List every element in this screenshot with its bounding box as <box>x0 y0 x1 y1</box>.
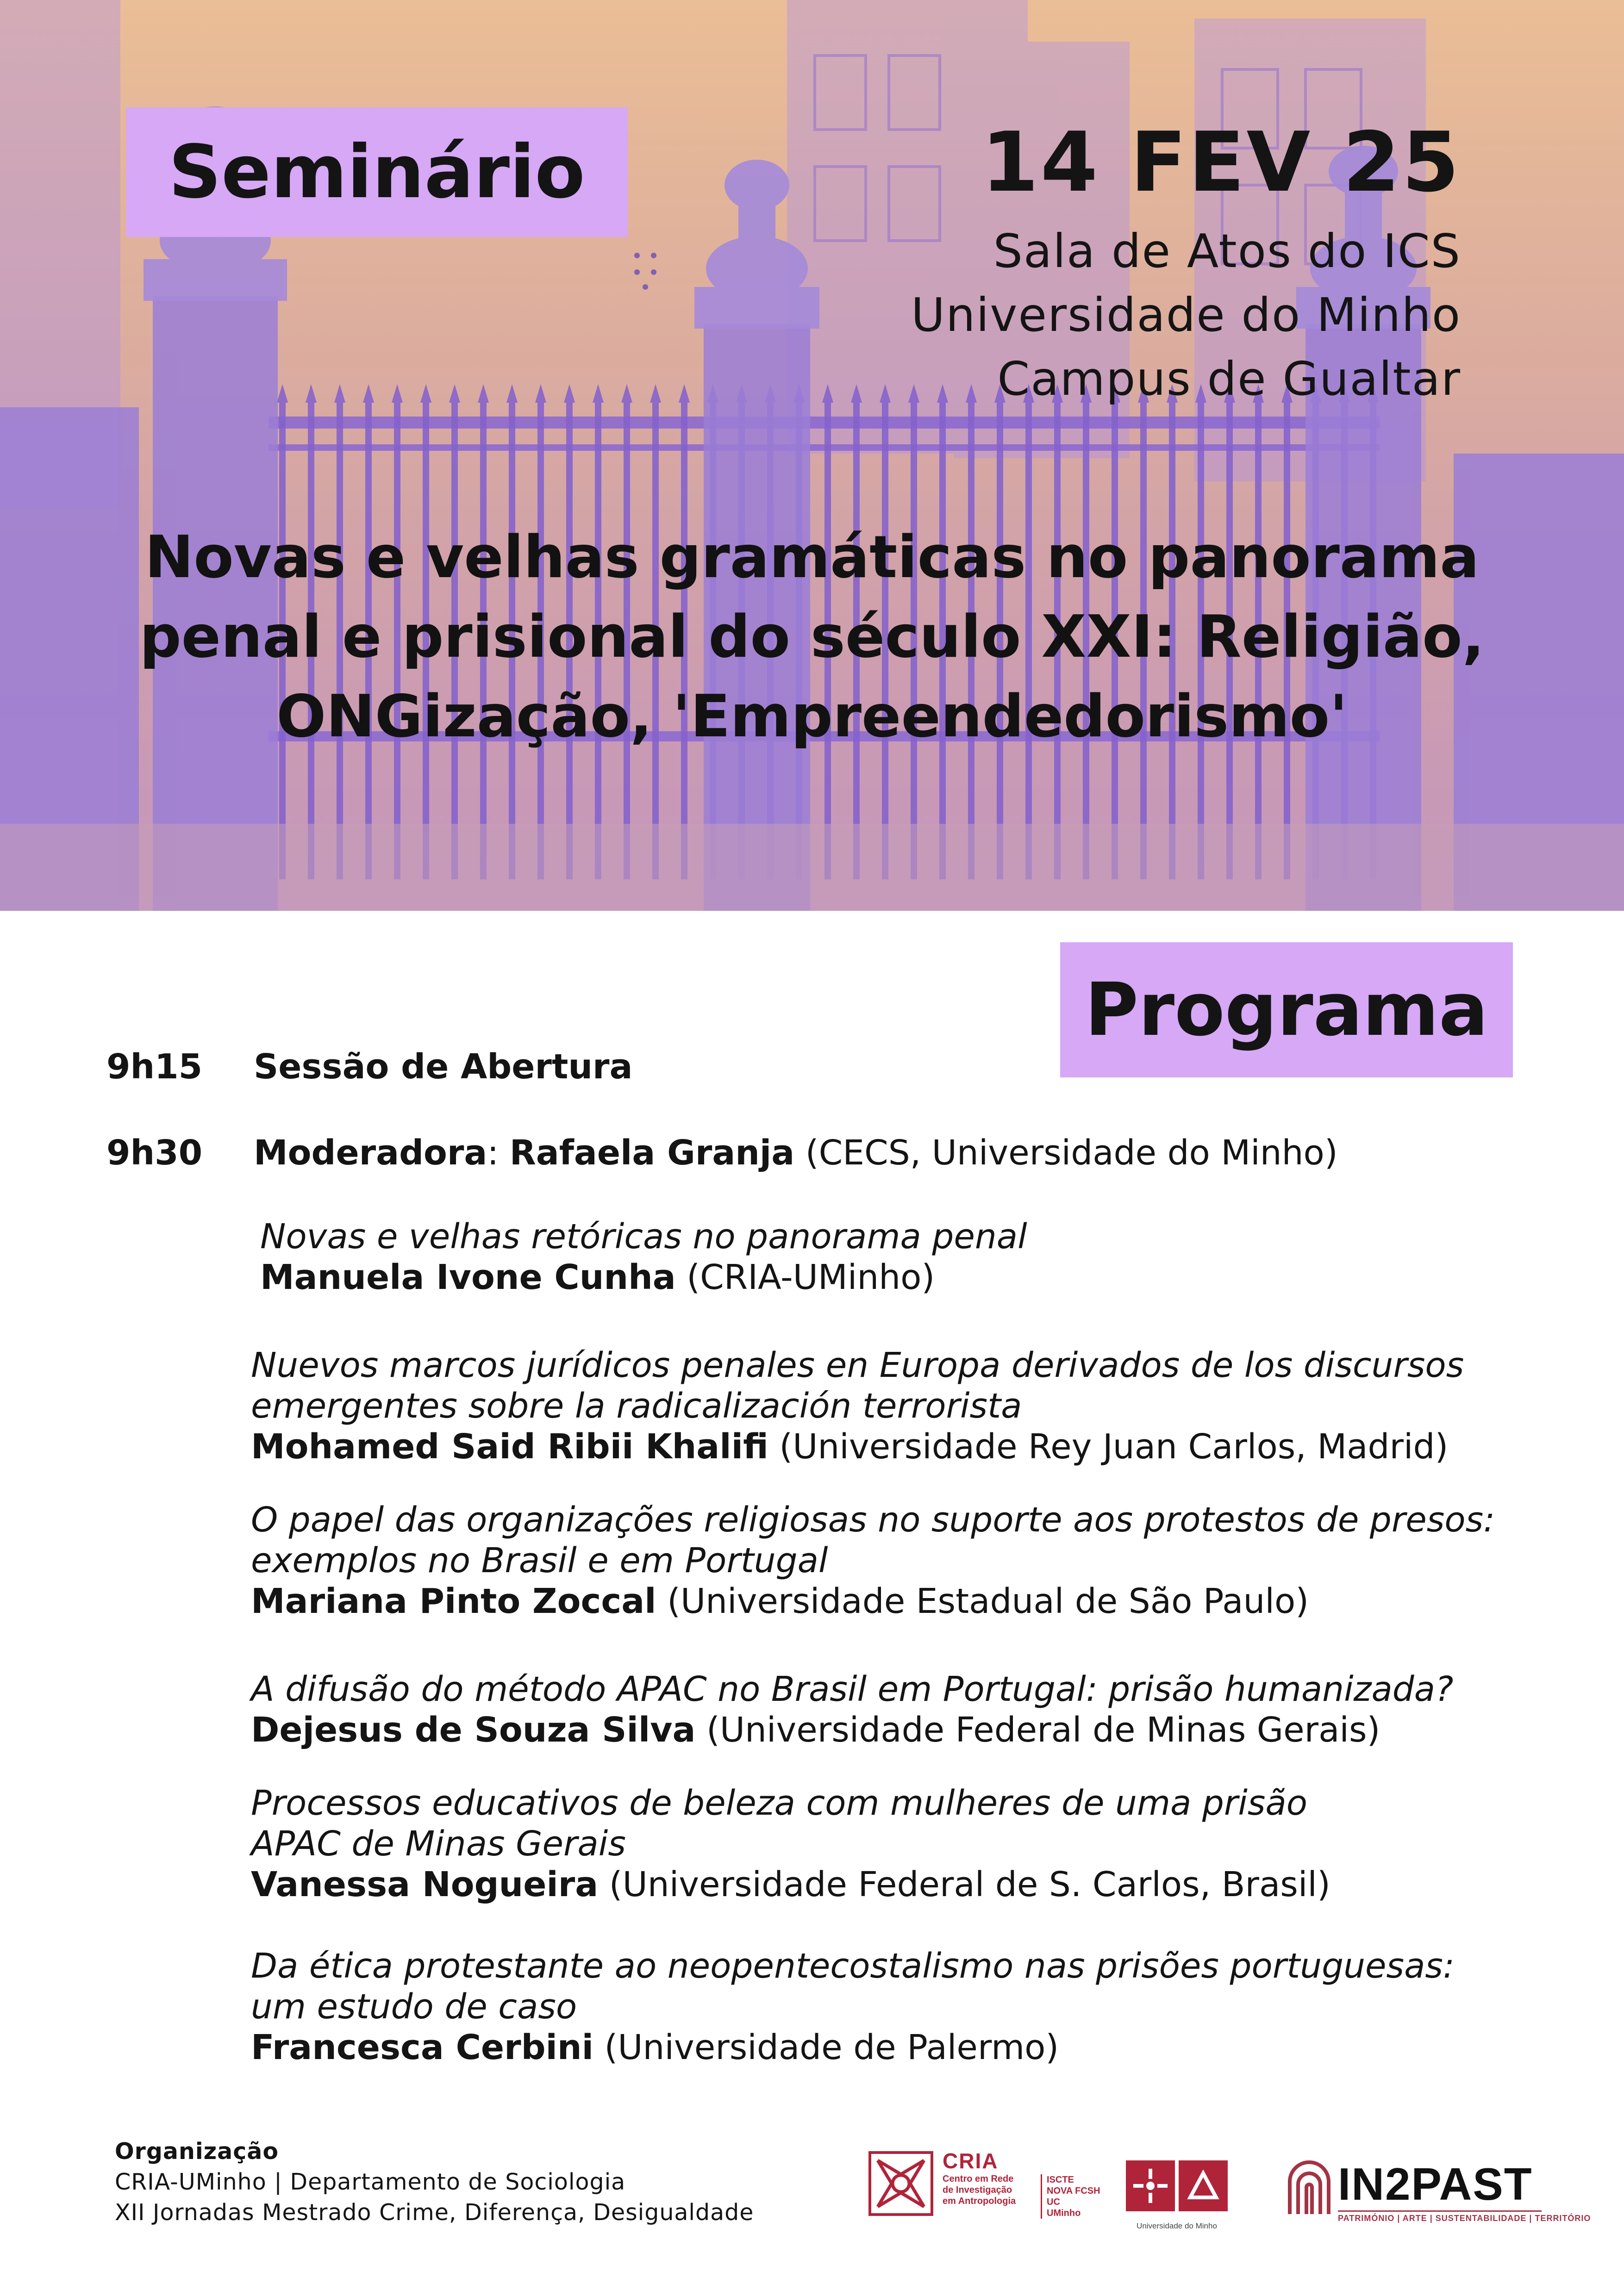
program-heading: Programa <box>1060 942 1513 1077</box>
speaker-name: Mohamed Said Ribii Khalifi <box>251 1427 768 1467</box>
in2past-name: IN2PAST <box>1338 2159 1533 2209</box>
talk-item <box>260 1216 1584 1298</box>
talk-item <box>251 1345 1575 1467</box>
talk-title: Novas e velhas retóricas no panorama penal <box>260 1217 1027 1257</box>
session-time: 9h30 <box>106 1133 203 1173</box>
speaker-name: Manuela Ivone Cunha <box>260 1257 676 1297</box>
moderator-name: Rafaela Granja <box>509 1133 795 1173</box>
cria-subtitle: de Investigação <box>943 2185 1012 2195</box>
speaker-affiliation: (CRIA-UMinho) <box>687 1257 935 1297</box>
talk-title: O papel das organizações religiosas no suporte aos protestos de presos: <box>251 1500 1495 1540</box>
talk-item <box>251 1669 1575 1750</box>
opening-time: 9h15 <box>106 1047 203 1087</box>
talk-item <box>251 1500 1575 1622</box>
talk-title: emergentes sobre la radicalización terrorista <box>251 1386 1022 1426</box>
speaker-name: Francesca Cerbini <box>251 2028 593 2067</box>
talk-title: Nuevos marcos jurídicos penales en Europa derivados de los discursos <box>251 1345 1464 1385</box>
in2past-arch-icon <box>1286 2159 1332 2216</box>
seminar-title <box>116 517 1508 756</box>
seminar-title-line: penal e prisional do século XXI: Religião, <box>139 603 1485 671</box>
talk-title: A difusão do método APAC no Brasil em Portugal: prisão humanizada? <box>251 1669 1454 1709</box>
speaker-name: Dejesus de Souza Silva <box>251 1710 696 1750</box>
talk-title: APAC de Minas Gerais <box>251 1824 626 1864</box>
uminho-emblem-icon <box>1126 2160 1228 2211</box>
talk-item <box>251 1783 1575 1905</box>
speaker-name: Vanessa Nogueira <box>251 1865 599 1904</box>
opening-label: Sessão de Abertura <box>254 1047 633 1087</box>
moderator-line <box>254 1133 1338 1173</box>
event-date: 14 FEV 25 <box>981 114 1461 210</box>
speaker-affiliation: (Universidade Federal de S. Carlos, Brasil) <box>609 1865 1330 1904</box>
seminar-tag: Seminário <box>126 107 628 237</box>
cria-emblem-icon <box>868 2151 933 2216</box>
cria-subtitle: Centro em Rede <box>943 2174 1014 2184</box>
talk-title: Processos educativos de beleza com mulheres de uma prisão <box>251 1783 1308 1823</box>
uminho-caption: Universidade do Minho <box>1137 2221 1217 2230</box>
speaker-affiliation: (Universidade Federal de Minas Gerais) <box>706 1710 1380 1750</box>
seminar-title-line: ONGização, 'Empreendedorismo' <box>276 682 1348 750</box>
talk-title: exemplos no Brasil e em Portugal <box>251 1541 828 1580</box>
cria-name: CRIA <box>943 2149 999 2173</box>
venue-line: Campus de Gualtar <box>997 352 1461 406</box>
organization-line: CRIA-UMinho | Departamento de Sociologia <box>115 2169 626 2195</box>
cria-partner: ISCTE <box>1047 2175 1074 2185</box>
hero-banner <box>0 0 1624 911</box>
cria-partner: UMinho <box>1047 2208 1081 2218</box>
organization-line: XII Jornadas Mestrado Crime, Diferença, Desigualdade <box>115 2199 754 2226</box>
speaker-affiliation: (Universidade de Palermo) <box>604 2028 1059 2067</box>
organization-block <box>115 2136 754 2228</box>
seminar-title-line: Novas e velhas gramáticas no panorama <box>144 523 1480 591</box>
moderator-colon: : <box>487 1133 510 1173</box>
event-info <box>911 114 1461 411</box>
cria-partner: NOVA FCSH <box>1047 2186 1100 2196</box>
moderator-affiliation: (CECS, Universidade do Minho) <box>805 1133 1338 1173</box>
talk-item <box>251 1946 1575 2068</box>
cria-subtitle: em Antropologia <box>943 2196 1016 2206</box>
venue-line: Universidade do Minho <box>911 288 1461 342</box>
in2past-tagline: PATRIMÓNIO | ARTE | SUSTENTABILIDADE | TERRITÓRIO <box>1338 2210 1542 2223</box>
speaker-affiliation: (Universidade Estadual de São Paulo) <box>667 1581 1309 1621</box>
uminho-logo <box>1126 2160 1228 2231</box>
talk-title: um estudo de caso <box>251 1987 577 2027</box>
speaker-name: Mariana Pinto Zoccal <box>251 1581 656 1621</box>
cria-partner: UC <box>1047 2197 1060 2207</box>
moderator-role: Moderadora <box>254 1133 487 1173</box>
venue-line: Sala de Atos do ICS <box>993 224 1461 278</box>
talk-title: Da ética protestante ao neopentecostalismo nas prisões portuguesas: <box>251 1946 1455 1986</box>
speaker-affiliation: (Universidade Rey Juan Carlos, Madrid) <box>779 1427 1449 1467</box>
organization-label: Organização <box>115 2138 279 2165</box>
